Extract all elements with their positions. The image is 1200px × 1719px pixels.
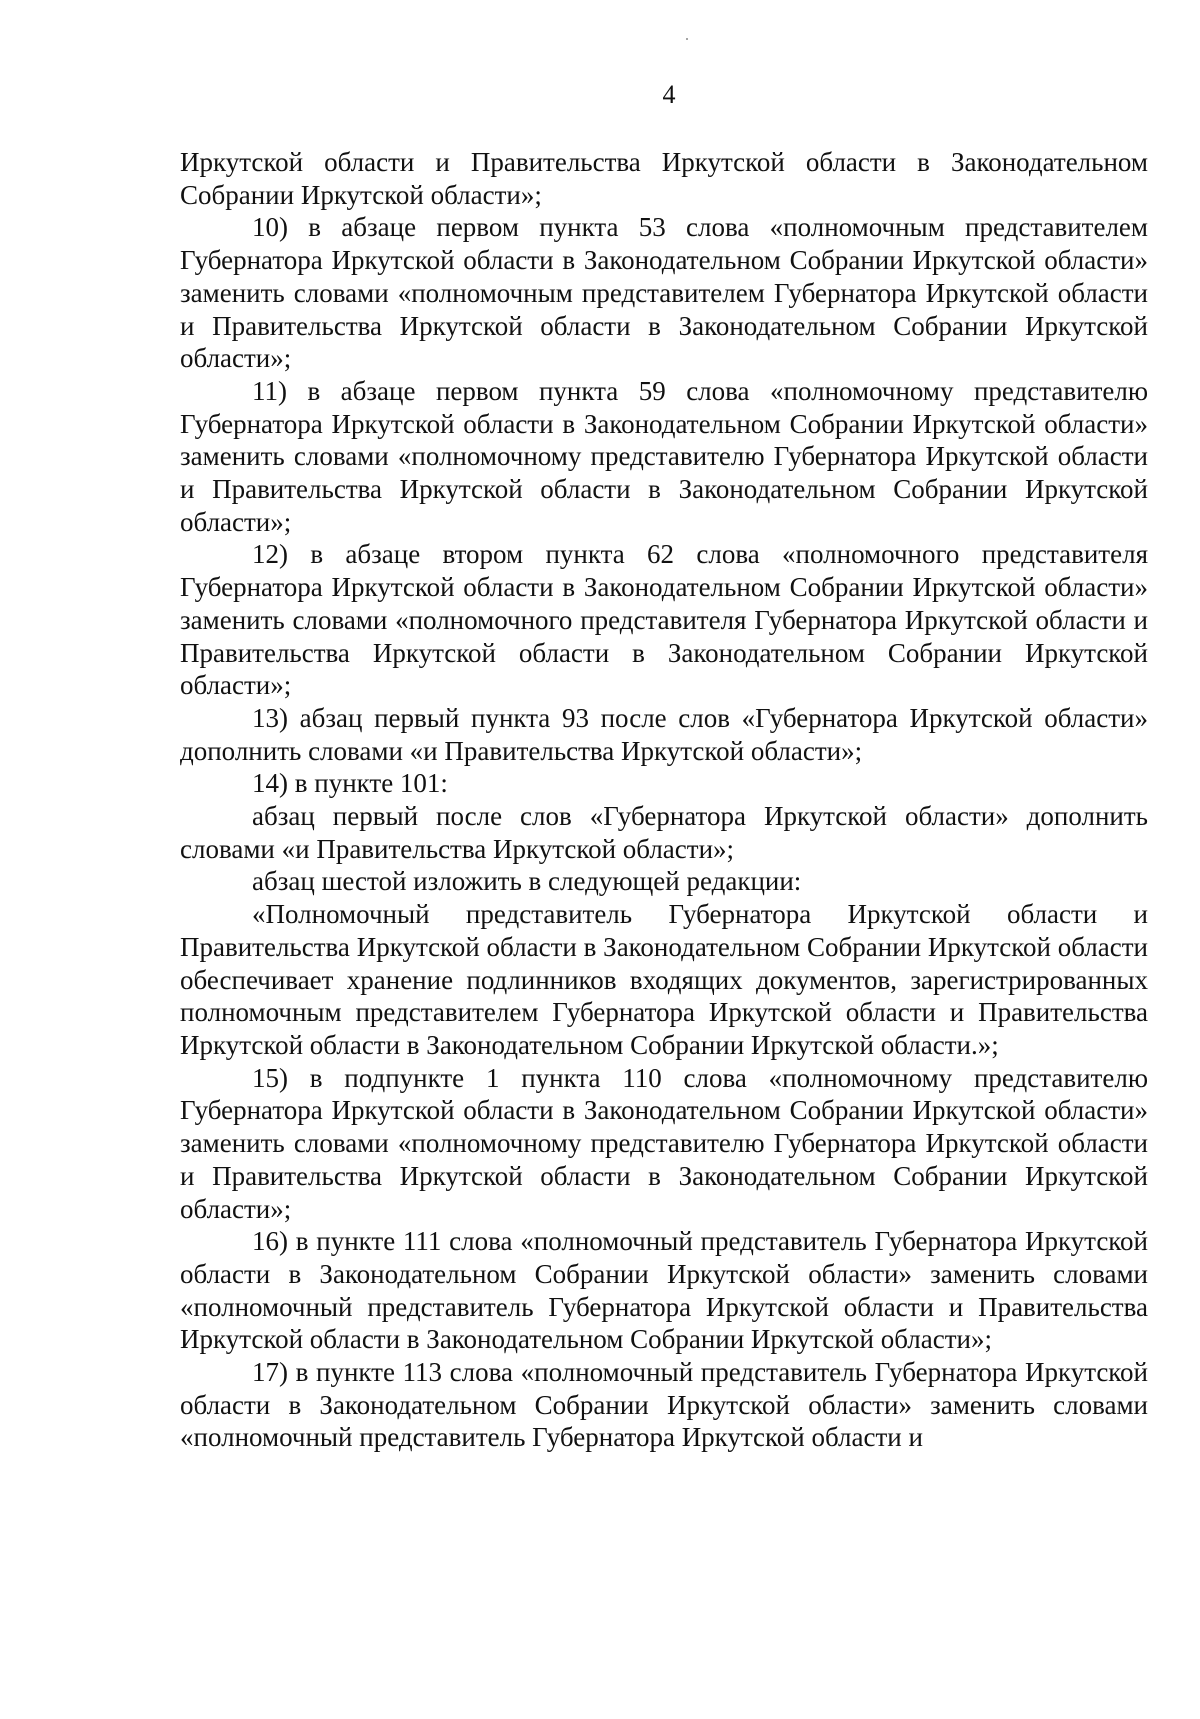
paragraph-item-17: 17) в пункте 113 слова «полномочный представитель Губернатора Иркутской области в Законодательном Собрании Иркутской области» заменить словами «полномочный представитель Губернатора Иркутской области и <box>180 1357 1148 1453</box>
paragraph-item-14-sub-1: абзац первый после слов «Губернатора Иркутской области» дополнить словами «и Правительства Иркутской области»; <box>180 801 1148 864</box>
paragraph-item-16: 16) в пункте 111 слова «полномочный представитель Губернатора Иркутской области в Законодательном Собрании Иркутской области» заменить словами «полномочный представитель Губернатора Иркутской области и Правительства Иркутской области в Законодательном Собрании Иркутской области»; <box>180 1226 1148 1355</box>
paragraph-item-14: 14) в пункте 101: <box>252 768 448 799</box>
paragraph-item-14-sub-2: абзац шестой изложить в следующей редакции: <box>252 866 802 897</box>
paragraph-item-14-quote: «Полномочный представитель Губернатора Иркутской области и Правительства Иркутской области в Законодательном Собрании Иркутской области обеспечивает хранение подлинников входящих документов, зарегистрированных полномочным представителем Губернатора Иркутской области и Правительства Иркутской области в Законодательном Собрании Иркутской области.»; <box>180 899 1148 1060</box>
paragraph-item-15: 15) в подпункте 1 пункта 110 слова «полномочному представителю Губернатора Иркутской области в Законодательном Собрании Иркутской области» заменить словами «полномочному представителю Губернатора Иркутской области и Правительства Иркутской области в Законодательном Собрании Иркутской области»; <box>180 1062 1148 1224</box>
page-number: 4 <box>662 80 676 109</box>
paragraph-item-12: 12) в абзаце втором пункта 62 слова «полномочного представителя Губернатора Иркутской области в Законодательном Собрании Иркутской области» заменить словами «полномочного представителя Губернатора Иркутской области и Правительства Иркутской области в Законодательном Собрании Иркутской области»; <box>180 539 1148 701</box>
scan-speck <box>686 38 688 40</box>
paragraph-item-13: 13) абзац первый пункта 93 после слов «Губернатора Иркутской области» дополнить словами «и Правительства Иркутской области»; <box>180 702 1148 766</box>
paragraph-item-11: 11) в абзаце первом пункта 59 слова «полномочному представителю Губернатора Иркутской области в Законодательном Собрании Иркутской области» заменить словами «полномочному представителю Губернатора Иркутской области и Правительства Иркутской области в Законодательном Собрании Иркутской области»; <box>180 375 1148 537</box>
paragraph-continuation: Иркутской области и Правительства Иркутской области в Законодательном Собрании Иркутской области»; <box>180 147 1148 210</box>
document-body <box>180 146 1148 1454</box>
paragraph-item-10: 10) в абзаце первом пункта 53 слова «полномочным представителем Губернатора Иркутской области в Законодательном Собрании Иркутской области» заменить словами «полномочным представителем Губернатора Иркутской области и Правительства Иркутской области в Законодательном Собрании Иркутской области»; <box>180 212 1148 374</box>
